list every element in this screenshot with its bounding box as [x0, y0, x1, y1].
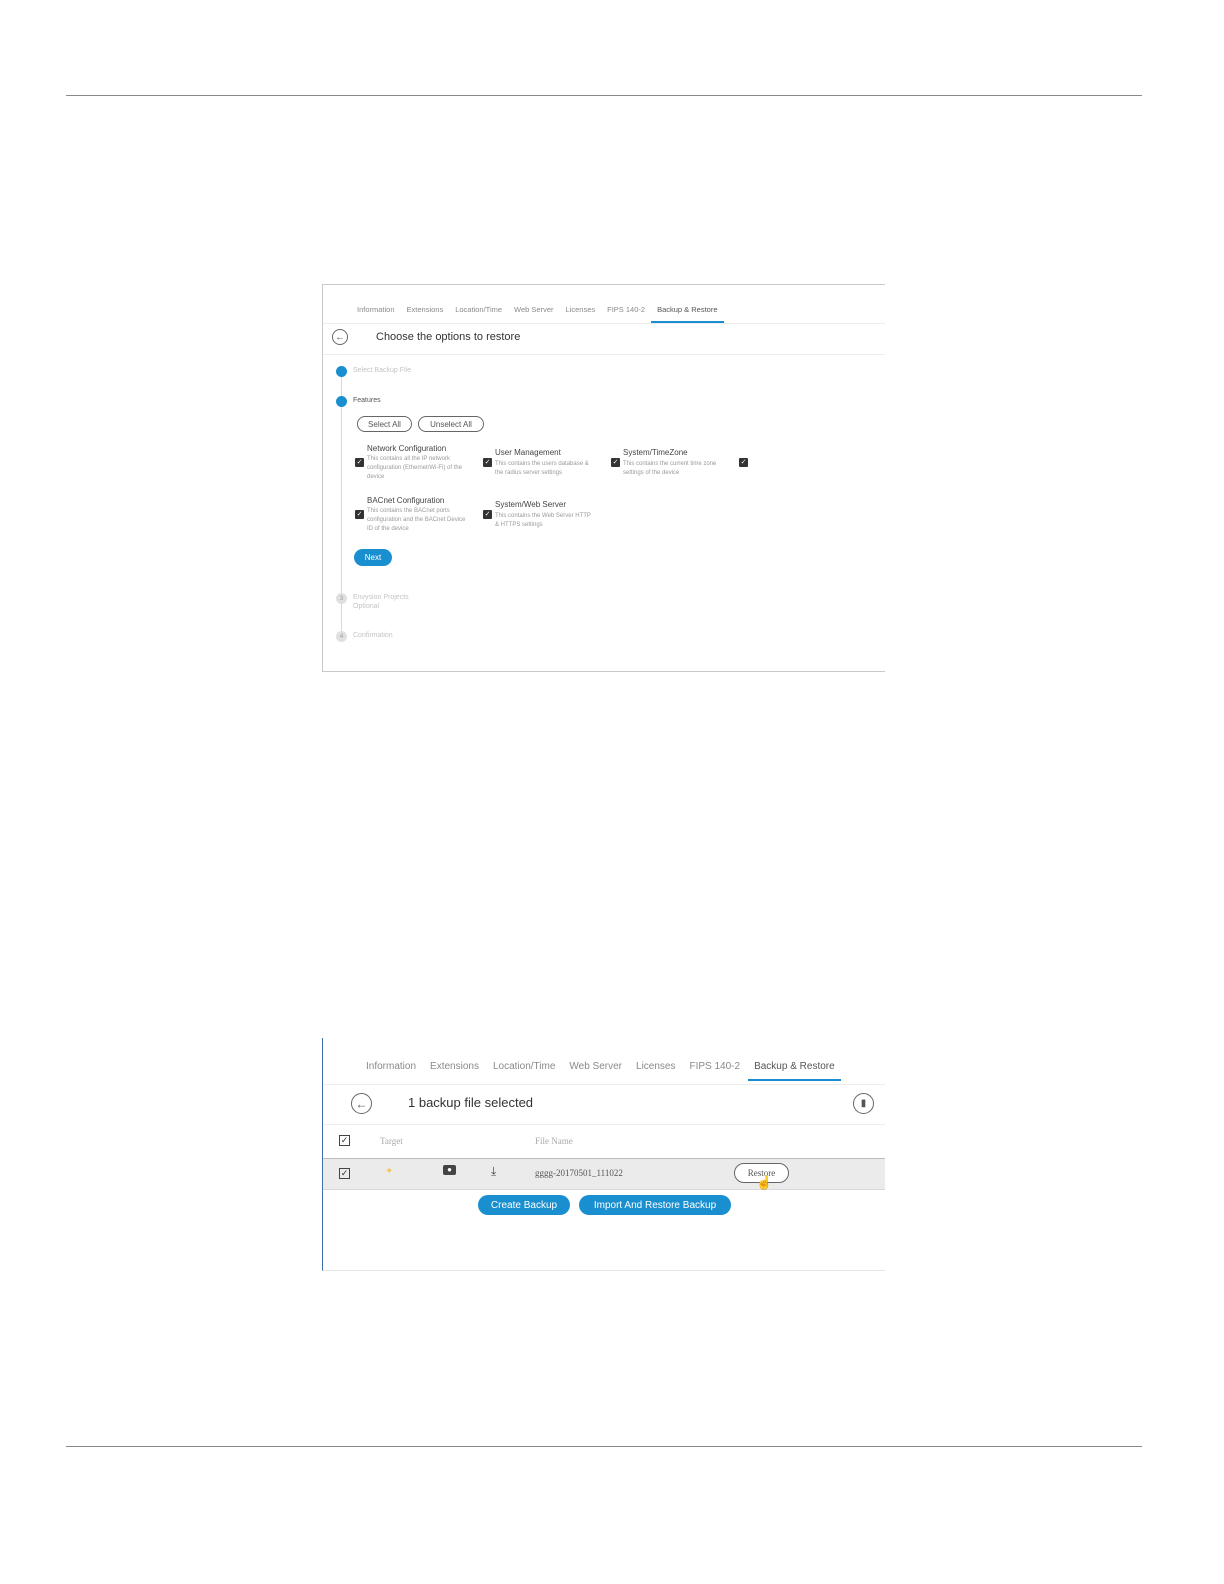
feature-description: This contains the users database & the radius server settings: [495, 461, 589, 476]
feature-title: System/Web Server: [495, 500, 566, 509]
settings-tabs: [357, 305, 718, 314]
download-icon[interactable]: ⤓: [491, 1164, 497, 1178]
tab-licenses[interactable]: Licenses: [565, 305, 596, 314]
target-bolt-icon: ✦: [385, 1166, 394, 1177]
step-2-indicator: [336, 396, 347, 407]
feature-title: System/TimeZone: [623, 448, 688, 457]
select-all-button[interactable]: Select All: [357, 416, 412, 432]
step-3-label: Envysion Projects: [353, 594, 409, 601]
page-top-rule: [66, 95, 1142, 96]
tab-extensions[interactable]: Extensions: [430, 1061, 479, 1072]
tab-fips[interactable]: FIPS 140-2: [607, 305, 646, 314]
back-button[interactable]: [332, 329, 348, 345]
arrow-left-icon: ←: [335, 331, 345, 343]
import-restore-backup-button[interactable]: Import And Restore Backup: [579, 1195, 731, 1215]
delete-button[interactable]: [853, 1093, 874, 1114]
page-bottom-rule: [66, 1446, 1142, 1447]
tab-information[interactable]: Information: [357, 305, 395, 314]
step-1-check-icon: [336, 366, 347, 377]
tab-location-time[interactable]: Location/Time: [492, 1061, 556, 1072]
backup-list-screenshot: [322, 1038, 885, 1271]
arrow-left-icon: ←: [355, 1096, 368, 1111]
step-4-indicator: 4: [336, 631, 347, 642]
feature-checkbox[interactable]: ✓: [356, 511, 363, 518]
feature-title: BACnet Configuration: [367, 496, 445, 505]
column-target: Target: [380, 1136, 403, 1146]
restore-options-screenshot: [322, 284, 885, 672]
feature-title: User Management: [495, 448, 561, 457]
view-icon[interactable]: ●: [443, 1165, 456, 1175]
feature-checkbox[interactable]: ✓: [612, 459, 619, 466]
column-file-name: File Name: [535, 1136, 573, 1146]
feature-checkbox[interactable]: ✓: [356, 459, 363, 466]
create-backup-button[interactable]: Create Backup: [478, 1195, 570, 1215]
feature-checkbox[interactable]: ✓: [484, 459, 491, 466]
tab-backup-restore[interactable]: Backup & Restore: [754, 1061, 835, 1072]
page-title: 1 backup file selected: [408, 1095, 534, 1110]
tab-fips[interactable]: FIPS 140-2: [689, 1061, 741, 1072]
row-checkbox[interactable]: ✓: [340, 1168, 349, 1178]
tab-web-server[interactable]: Web Server: [514, 305, 554, 314]
step-2-label: Features: [353, 397, 381, 404]
feature-description: This contains the BACnet ports configuration and the BACnet Device ID of the device: [367, 508, 466, 532]
unselect-all-button[interactable]: Unselect All: [418, 416, 484, 432]
step-1-label: Select Backup File: [353, 367, 411, 374]
tabs-divider: [323, 323, 885, 324]
title-divider: [323, 354, 885, 355]
feature-description: This contains the current time zone settings of the device: [623, 461, 717, 476]
step-3-indicator: 3: [336, 593, 347, 604]
step-3-sublabel: Optional: [353, 603, 380, 610]
tab-information[interactable]: Information: [366, 1061, 417, 1072]
feature-title: Network Configuration: [367, 444, 447, 453]
tab-extensions[interactable]: Extensions: [406, 305, 444, 314]
select-all-checkbox[interactable]: ✓: [340, 1135, 349, 1145]
settings-tabs: [366, 1061, 835, 1072]
title-divider: [323, 1124, 885, 1125]
step-4-label: Confirmation: [353, 632, 393, 639]
feature-description: This contains the Web Server HTTP & HTTPS settings: [495, 513, 591, 528]
file-name: gggg-20170501_111022: [535, 1168, 623, 1178]
feature-description: This contains all the IP network configuration (Ethernet/Wi-Fi) of the device: [367, 456, 463, 480]
feature-checkbox[interactable]: ✓: [484, 511, 491, 518]
trash-icon: ▮: [860, 1098, 867, 1109]
feature-checkbox[interactable]: ✓: [740, 459, 747, 466]
table-row[interactable]: [323, 1158, 885, 1190]
back-button[interactable]: [351, 1093, 372, 1114]
tab-licenses[interactable]: Licenses: [636, 1061, 676, 1072]
tab-location-time[interactable]: Location/Time: [455, 305, 503, 314]
next-button[interactable]: Next: [354, 549, 392, 566]
page-title: Choose the options to restore: [376, 331, 521, 343]
hand-cursor-icon: ☝: [756, 1175, 773, 1190]
tab-backup-restore[interactable]: Backup & Restore: [657, 305, 718, 314]
tab-web-server[interactable]: Web Server: [569, 1061, 623, 1072]
tabs-divider: [323, 1084, 885, 1085]
restore-button[interactable]: Restore: [734, 1163, 789, 1183]
